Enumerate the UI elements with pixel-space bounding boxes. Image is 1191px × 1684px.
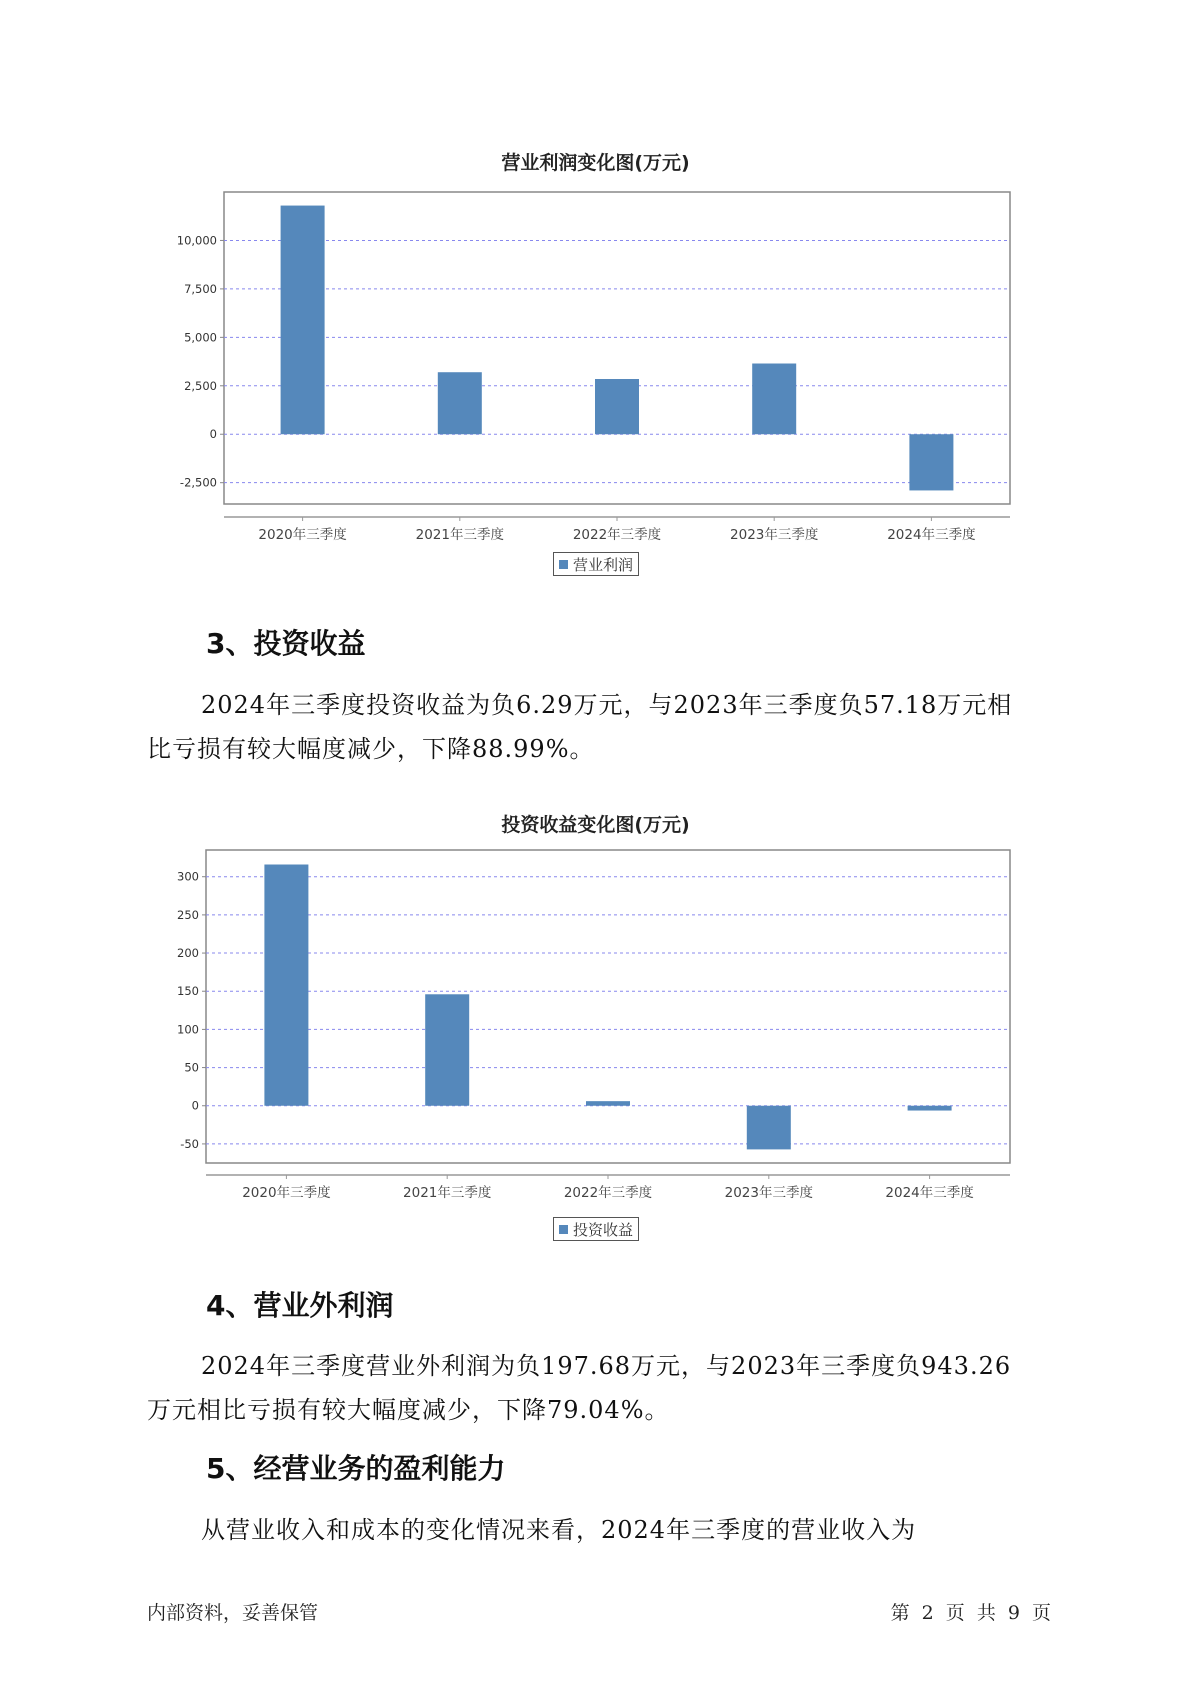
plot-frame (224, 192, 1010, 504)
bar-2 (438, 372, 482, 434)
bar-4 (752, 364, 796, 435)
bar-3 (586, 1101, 630, 1106)
y-tick-label: 10,000 (176, 233, 217, 248)
y-tick-label: 100 (177, 1022, 199, 1037)
y-tick-label: 150 (177, 984, 199, 999)
y-tick-label: 7,500 (184, 281, 217, 296)
chart-1-title: 营业利润变化图(万元) (501, 152, 690, 174)
bar-4 (747, 1106, 791, 1150)
section-4-paragraph (147, 1344, 1067, 1432)
x-tick-label: 2024年三季度 (887, 527, 976, 543)
section-4-line-2: 万元相比亏损有较大幅度减少，下降79.04%。 (147, 1396, 670, 1424)
chart-2-title: 投资收益变化图(万元) (501, 814, 690, 836)
y-tick-label: 0 (191, 1098, 199, 1113)
section-5-paragraph (147, 1508, 1067, 1552)
plot-frame (206, 850, 1010, 1163)
x-tick-label: 2021年三季度 (415, 527, 504, 543)
y-tick-label: 5,000 (184, 330, 217, 345)
y-tick-label: -50 (180, 1136, 199, 1151)
bar-3 (595, 379, 639, 434)
section-4-line-1: 2024年三季度营业外利润为负197.68万元，与2023年三季度负943.26 (201, 1352, 1012, 1380)
x-tick-label: 2020年三季度 (258, 527, 347, 543)
section-5-line-1: 从营业收入和成本的变化情况来看，2024年三季度的营业收入为 (201, 1516, 917, 1544)
x-tick-label: 2022年三季度 (572, 527, 662, 543)
y-tick-label: 0 (209, 427, 217, 442)
chart-1-legend (553, 552, 639, 576)
legend-swatch-icon (559, 1225, 568, 1234)
x-tick-label: 2023年三季度 (724, 1185, 813, 1201)
section-3-line-1: 2024年三季度投资收益为负6.29万元，与2023年三季度负57.18万元相 (201, 691, 1013, 719)
x-tick-label: 2021年三季度 (403, 1185, 492, 1201)
chart-2-legend-label: 投资收益 (573, 1220, 634, 1239)
section-4-heading: 4、营业外利润 (206, 1289, 394, 1322)
bar-1 (264, 865, 308, 1106)
y-tick-label: 50 (184, 1060, 199, 1075)
bar-2 (425, 994, 469, 1105)
chart-2-legend (553, 1217, 639, 1241)
x-tick-label: 2020年三季度 (242, 1185, 331, 1201)
bar-5 (909, 434, 953, 490)
x-tick-label: 2024年三季度 (885, 1185, 974, 1201)
y-tick-label: -2,500 (179, 475, 217, 490)
y-tick-label: 300 (177, 869, 199, 884)
legend-swatch-icon (559, 560, 568, 569)
x-tick-label: 2023年三季度 (730, 527, 819, 543)
y-tick-label: 200 (177, 946, 199, 961)
bar-1 (281, 206, 325, 435)
footer-confidential-note: 内部资料，妥善保管 (147, 1602, 319, 1624)
chart-1-legend-label: 营业利润 (573, 555, 634, 574)
x-tick-label: 2022年三季度 (563, 1185, 653, 1201)
investment-income-chart (0, 845, 1191, 1245)
section-3-line-2: 比亏损有较大幅度减少，下降88.99%。 (147, 735, 595, 763)
footer-page-number: 第 2 页 共 9 页 (890, 1602, 1051, 1624)
section-5-heading: 5、经营业务的盈利能力 (206, 1452, 506, 1485)
operating-profit-chart (0, 180, 1191, 600)
y-tick-label: 250 (177, 907, 199, 922)
y-tick-label: 2,500 (184, 378, 217, 393)
section-3-paragraph (147, 683, 1067, 771)
section-3-heading: 3、投资收益 (206, 627, 366, 660)
bar-5 (908, 1106, 952, 1111)
